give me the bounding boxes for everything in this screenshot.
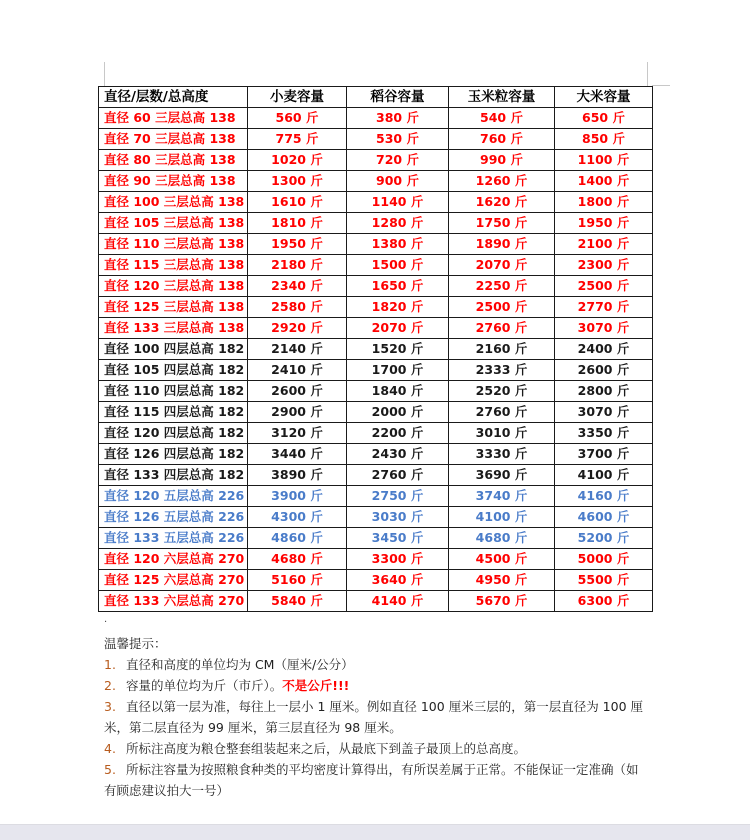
- capacity-table: [98, 86, 653, 612]
- row-label-cell: 直径 70 三层总高 138: [99, 129, 248, 150]
- row-label-cell: 直径 133 四层总高 182: [99, 465, 248, 486]
- note-item: [104, 759, 649, 801]
- capacity-cell: 2160 斤: [449, 339, 555, 360]
- row-label-cell: 直径 115 四层总高 182: [99, 402, 248, 423]
- capacity-cell: 3700 斤: [555, 444, 653, 465]
- capacity-cell: 775 斤: [248, 129, 347, 150]
- capacity-cell: 2750 斤: [347, 486, 449, 507]
- capacity-cell: 2000 斤: [347, 402, 449, 423]
- table-row: [99, 108, 653, 129]
- capacity-cell: 2920 斤: [248, 318, 347, 339]
- capacity-cell: 2520 斤: [449, 381, 555, 402]
- row-label-cell: 直径 126 五层总高 226: [99, 507, 248, 528]
- note-text: 所标注高度为粮仓整套组装起来之后，从最底下到盖子最顶上的总高度。: [125, 741, 526, 756]
- row-label-cell: 直径 125 六层总高 270: [99, 570, 248, 591]
- note-warning: 不是公斤!!!: [282, 678, 350, 693]
- row-label-cell: 直径 120 六层总高 270: [99, 549, 248, 570]
- header-rice-paddy: 稻谷容量: [347, 87, 449, 108]
- capacity-cell: 4860 斤: [248, 528, 347, 549]
- capacity-cell: 560 斤: [248, 108, 347, 129]
- note-item: [104, 675, 649, 696]
- row-label-cell: 直径 60 三层总高 138: [99, 108, 248, 129]
- table-row: [99, 129, 653, 150]
- capacity-cell: 1100 斤: [555, 150, 653, 171]
- table-row: [99, 150, 653, 171]
- row-label-cell: 直径 110 四层总高 182: [99, 381, 248, 402]
- capacity-cell: 850 斤: [555, 129, 653, 150]
- capacity-cell: 2600 斤: [555, 360, 653, 381]
- notes-title: 温馨提示：: [104, 636, 167, 651]
- capacity-cell: 1650 斤: [347, 276, 449, 297]
- capacity-cell: 2180 斤: [248, 255, 347, 276]
- note-number: 3.: [104, 699, 116, 714]
- row-label-cell: 直径 100 四层总高 182: [99, 339, 248, 360]
- notes-section: [104, 633, 649, 801]
- capacity-cell: 1890 斤: [449, 234, 555, 255]
- capacity-cell: 4140 斤: [347, 591, 449, 612]
- bottom-bar: [0, 824, 750, 840]
- capacity-cell: 1950 斤: [555, 213, 653, 234]
- table-row: [99, 591, 653, 612]
- capacity-cell: 1400 斤: [555, 171, 653, 192]
- row-label-cell: 直径 120 五层总高 226: [99, 486, 248, 507]
- capacity-cell: 4600 斤: [555, 507, 653, 528]
- capacity-cell: 4100 斤: [449, 507, 555, 528]
- header-wheat: 小麦容量: [248, 87, 347, 108]
- capacity-cell: 5500 斤: [555, 570, 653, 591]
- table-row: [99, 528, 653, 549]
- capacity-cell: 3330 斤: [449, 444, 555, 465]
- capacity-cell: 2900 斤: [248, 402, 347, 423]
- capacity-cell: 2140 斤: [248, 339, 347, 360]
- row-label-cell: 直径 90 三层总高 138: [99, 171, 248, 192]
- capacity-cell: 2333 斤: [449, 360, 555, 381]
- note-number: 5.: [104, 762, 116, 777]
- capacity-cell: 1840 斤: [347, 381, 449, 402]
- capacity-cell: 1520 斤: [347, 339, 449, 360]
- table-row: [99, 360, 653, 381]
- table-row: [99, 276, 653, 297]
- capacity-cell: 3350 斤: [555, 423, 653, 444]
- capacity-cell: 5670 斤: [449, 591, 555, 612]
- note-item: [104, 696, 649, 738]
- capacity-cell: 1750 斤: [449, 213, 555, 234]
- paragraph-dot: .: [104, 614, 108, 625]
- capacity-cell: 1020 斤: [248, 150, 347, 171]
- row-label-cell: 直径 125 三层总高 138: [99, 297, 248, 318]
- capacity-cell: 2500 斤: [555, 276, 653, 297]
- table-row: [99, 318, 653, 339]
- capacity-cell: 1280 斤: [347, 213, 449, 234]
- capacity-cell: 2580 斤: [248, 297, 347, 318]
- table-row: [99, 465, 653, 486]
- capacity-cell: 2100 斤: [555, 234, 653, 255]
- capacity-cell: 2300 斤: [555, 255, 653, 276]
- page-corner-mark-right: [647, 62, 648, 86]
- capacity-cell: 1820 斤: [347, 297, 449, 318]
- capacity-cell: 2600 斤: [248, 381, 347, 402]
- table-row: [99, 507, 653, 528]
- row-label-cell: 直径 133 六层总高 270: [99, 591, 248, 612]
- capacity-cell: 900 斤: [347, 171, 449, 192]
- capacity-cell: 5160 斤: [248, 570, 347, 591]
- note-number: 1.: [104, 657, 116, 672]
- capacity-cell: 2400 斤: [555, 339, 653, 360]
- capacity-cell: 5200 斤: [555, 528, 653, 549]
- capacity-cell: 650 斤: [555, 108, 653, 129]
- note-number: 4.: [104, 741, 116, 756]
- capacity-cell: 3070 斤: [555, 318, 653, 339]
- capacity-cell: 1700 斤: [347, 360, 449, 381]
- capacity-cell: 380 斤: [347, 108, 449, 129]
- capacity-cell: 3070 斤: [555, 402, 653, 423]
- capacity-cell: 5840 斤: [248, 591, 347, 612]
- page-corner-mark-right-horizontal: [652, 85, 670, 86]
- capacity-cell: 2430 斤: [347, 444, 449, 465]
- row-label-cell: 直径 133 五层总高 226: [99, 528, 248, 549]
- capacity-cell: 4300 斤: [248, 507, 347, 528]
- capacity-cell: 1800 斤: [555, 192, 653, 213]
- table-row: [99, 381, 653, 402]
- table-row: [99, 486, 653, 507]
- capacity-cell: 3740 斤: [449, 486, 555, 507]
- capacity-cell: 3010 斤: [449, 423, 555, 444]
- row-label-cell: 直径 133 三层总高 138: [99, 318, 248, 339]
- capacity-cell: 1500 斤: [347, 255, 449, 276]
- capacity-cell: 3440 斤: [248, 444, 347, 465]
- capacity-cell: 2070 斤: [347, 318, 449, 339]
- table-row: [99, 192, 653, 213]
- note-text: 直径和高度的单位均为 CM（厘米/公分）: [125, 657, 354, 672]
- capacity-cell: 720 斤: [347, 150, 449, 171]
- row-label-cell: 直径 126 四层总高 182: [99, 444, 248, 465]
- capacity-cell: 760 斤: [449, 129, 555, 150]
- capacity-cell: 990 斤: [449, 150, 555, 171]
- note-number: 2.: [104, 678, 116, 693]
- capacity-cell: 2770 斤: [555, 297, 653, 318]
- row-label-cell: 直径 105 三层总高 138: [99, 213, 248, 234]
- capacity-cell: 1380 斤: [347, 234, 449, 255]
- capacity-cell: 4500 斤: [449, 549, 555, 570]
- capacity-cell: 2070 斤: [449, 255, 555, 276]
- note-item: [104, 738, 649, 759]
- capacity-cell: 5000 斤: [555, 549, 653, 570]
- capacity-cell: 2760 斤: [449, 318, 555, 339]
- capacity-cell: 2250 斤: [449, 276, 555, 297]
- capacity-cell: 2200 斤: [347, 423, 449, 444]
- note-text: 直径以第一层为准，每往上一层小 1 厘米。例如直径 100 厘米三层的，第一层直径为 100 厘米，第二层直径为 99 厘米，第三层直径为 98 厘米。: [104, 699, 643, 735]
- table-row: [99, 171, 653, 192]
- capacity-cell: 3300 斤: [347, 549, 449, 570]
- note-text: 所标注容量为按照粮食种类的平均密度计算得出，有所误差属于正常。不能保证一定准确（如有顾虑建议拍大一号）: [104, 762, 639, 798]
- capacity-cell: 4160 斤: [555, 486, 653, 507]
- table-row: [99, 339, 653, 360]
- capacity-cell: 3890 斤: [248, 465, 347, 486]
- capacity-cell: 1950 斤: [248, 234, 347, 255]
- table-row: [99, 213, 653, 234]
- row-label-cell: 直径 120 三层总高 138: [99, 276, 248, 297]
- capacity-cell: 530 斤: [347, 129, 449, 150]
- capacity-cell: 2340 斤: [248, 276, 347, 297]
- capacity-cell: 3120 斤: [248, 423, 347, 444]
- capacity-cell: 6300 斤: [555, 591, 653, 612]
- table-row: [99, 255, 653, 276]
- capacity-cell: 4680 斤: [248, 549, 347, 570]
- capacity-cell: 1810 斤: [248, 213, 347, 234]
- capacity-cell: 540 斤: [449, 108, 555, 129]
- row-label-cell: 直径 110 三层总高 138: [99, 234, 248, 255]
- table-row: [99, 444, 653, 465]
- capacity-cell: 3900 斤: [248, 486, 347, 507]
- capacity-cell: 4680 斤: [449, 528, 555, 549]
- table-row: [99, 423, 653, 444]
- table-row: [99, 234, 653, 255]
- row-label-cell: 直径 80 三层总高 138: [99, 150, 248, 171]
- row-label-cell: 直径 120 四层总高 182: [99, 423, 248, 444]
- capacity-cell: 1140 斤: [347, 192, 449, 213]
- table-header-row: [99, 87, 653, 108]
- page-corner-mark-left: [104, 62, 105, 86]
- capacity-cell: 3640 斤: [347, 570, 449, 591]
- table-row: [99, 402, 653, 423]
- header-corn: 玉米粒容量: [449, 87, 555, 108]
- capacity-cell: 3450 斤: [347, 528, 449, 549]
- table-row: [99, 549, 653, 570]
- table-row: [99, 297, 653, 318]
- capacity-cell: 3690 斤: [449, 465, 555, 486]
- table-row: [99, 570, 653, 591]
- capacity-cell: 2500 斤: [449, 297, 555, 318]
- capacity-cell: 1260 斤: [449, 171, 555, 192]
- note-item: [104, 654, 649, 675]
- row-label-cell: 直径 105 四层总高 182: [99, 360, 248, 381]
- capacity-cell: 3030 斤: [347, 507, 449, 528]
- header-size: 直径/层数/总高度: [99, 87, 248, 108]
- capacity-cell: 2760 斤: [449, 402, 555, 423]
- capacity-cell: 2760 斤: [347, 465, 449, 486]
- capacity-cell: 2800 斤: [555, 381, 653, 402]
- capacity-cell: 1610 斤: [248, 192, 347, 213]
- row-label-cell: 直径 100 三层总高 138: [99, 192, 248, 213]
- capacity-cell: 2410 斤: [248, 360, 347, 381]
- capacity-cell: 4950 斤: [449, 570, 555, 591]
- capacity-cell: 1300 斤: [248, 171, 347, 192]
- row-label-cell: 直径 115 三层总高 138: [99, 255, 248, 276]
- header-rice: 大米容量: [555, 87, 653, 108]
- capacity-cell: 4100 斤: [555, 465, 653, 486]
- capacity-cell: 1620 斤: [449, 192, 555, 213]
- note-text: 容量的单位均为斤（市斤）。: [125, 678, 283, 693]
